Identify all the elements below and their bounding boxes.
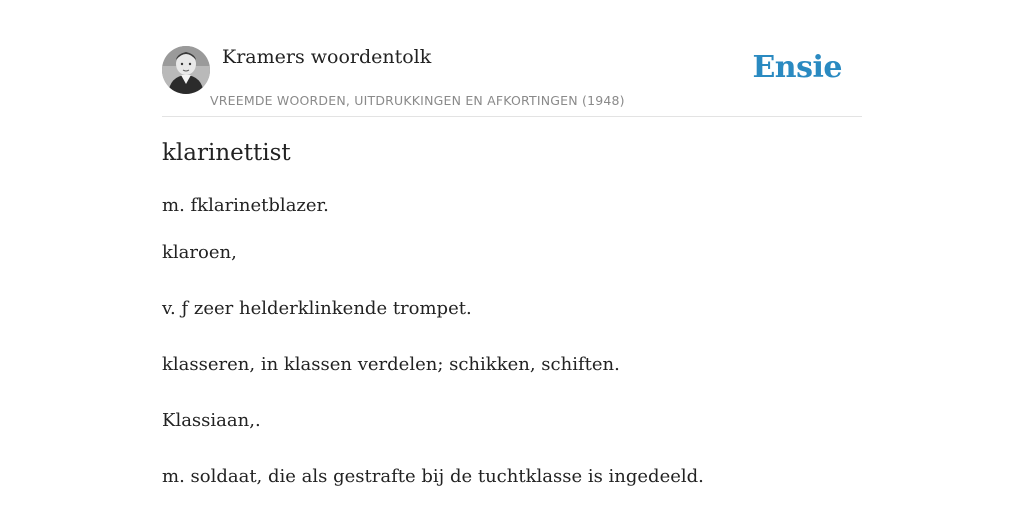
entry-line: Klassiaan,. bbox=[162, 410, 261, 431]
entry-headword: klarinettist bbox=[162, 140, 291, 166]
ensie-logo-link[interactable]: Ensie bbox=[752, 50, 842, 85]
entry-line: m. soldaat, die als gestrafte bij de tuchtklasse is ingedeeld. bbox=[162, 466, 704, 487]
book-subtitle: VREEMDE WOORDEN, UITDRUKKINGEN EN AFKORTINGEN (1948) bbox=[210, 93, 625, 108]
entry-line: klaroen, bbox=[162, 242, 237, 263]
book-title-link[interactable]: Kramers woordentolk bbox=[222, 46, 432, 68]
entry-line: v. ƒ zeer helderklinkende trompet. bbox=[162, 298, 472, 319]
entry-line: klasseren, in klassen verdelen; schikken, schiften. bbox=[162, 354, 620, 375]
portrait-icon bbox=[162, 46, 210, 94]
author-avatar[interactable] bbox=[162, 46, 210, 94]
page-container bbox=[162, 0, 862, 512]
entry-line: m. fklarinetblazer. bbox=[162, 195, 329, 216]
header bbox=[162, 0, 862, 117]
